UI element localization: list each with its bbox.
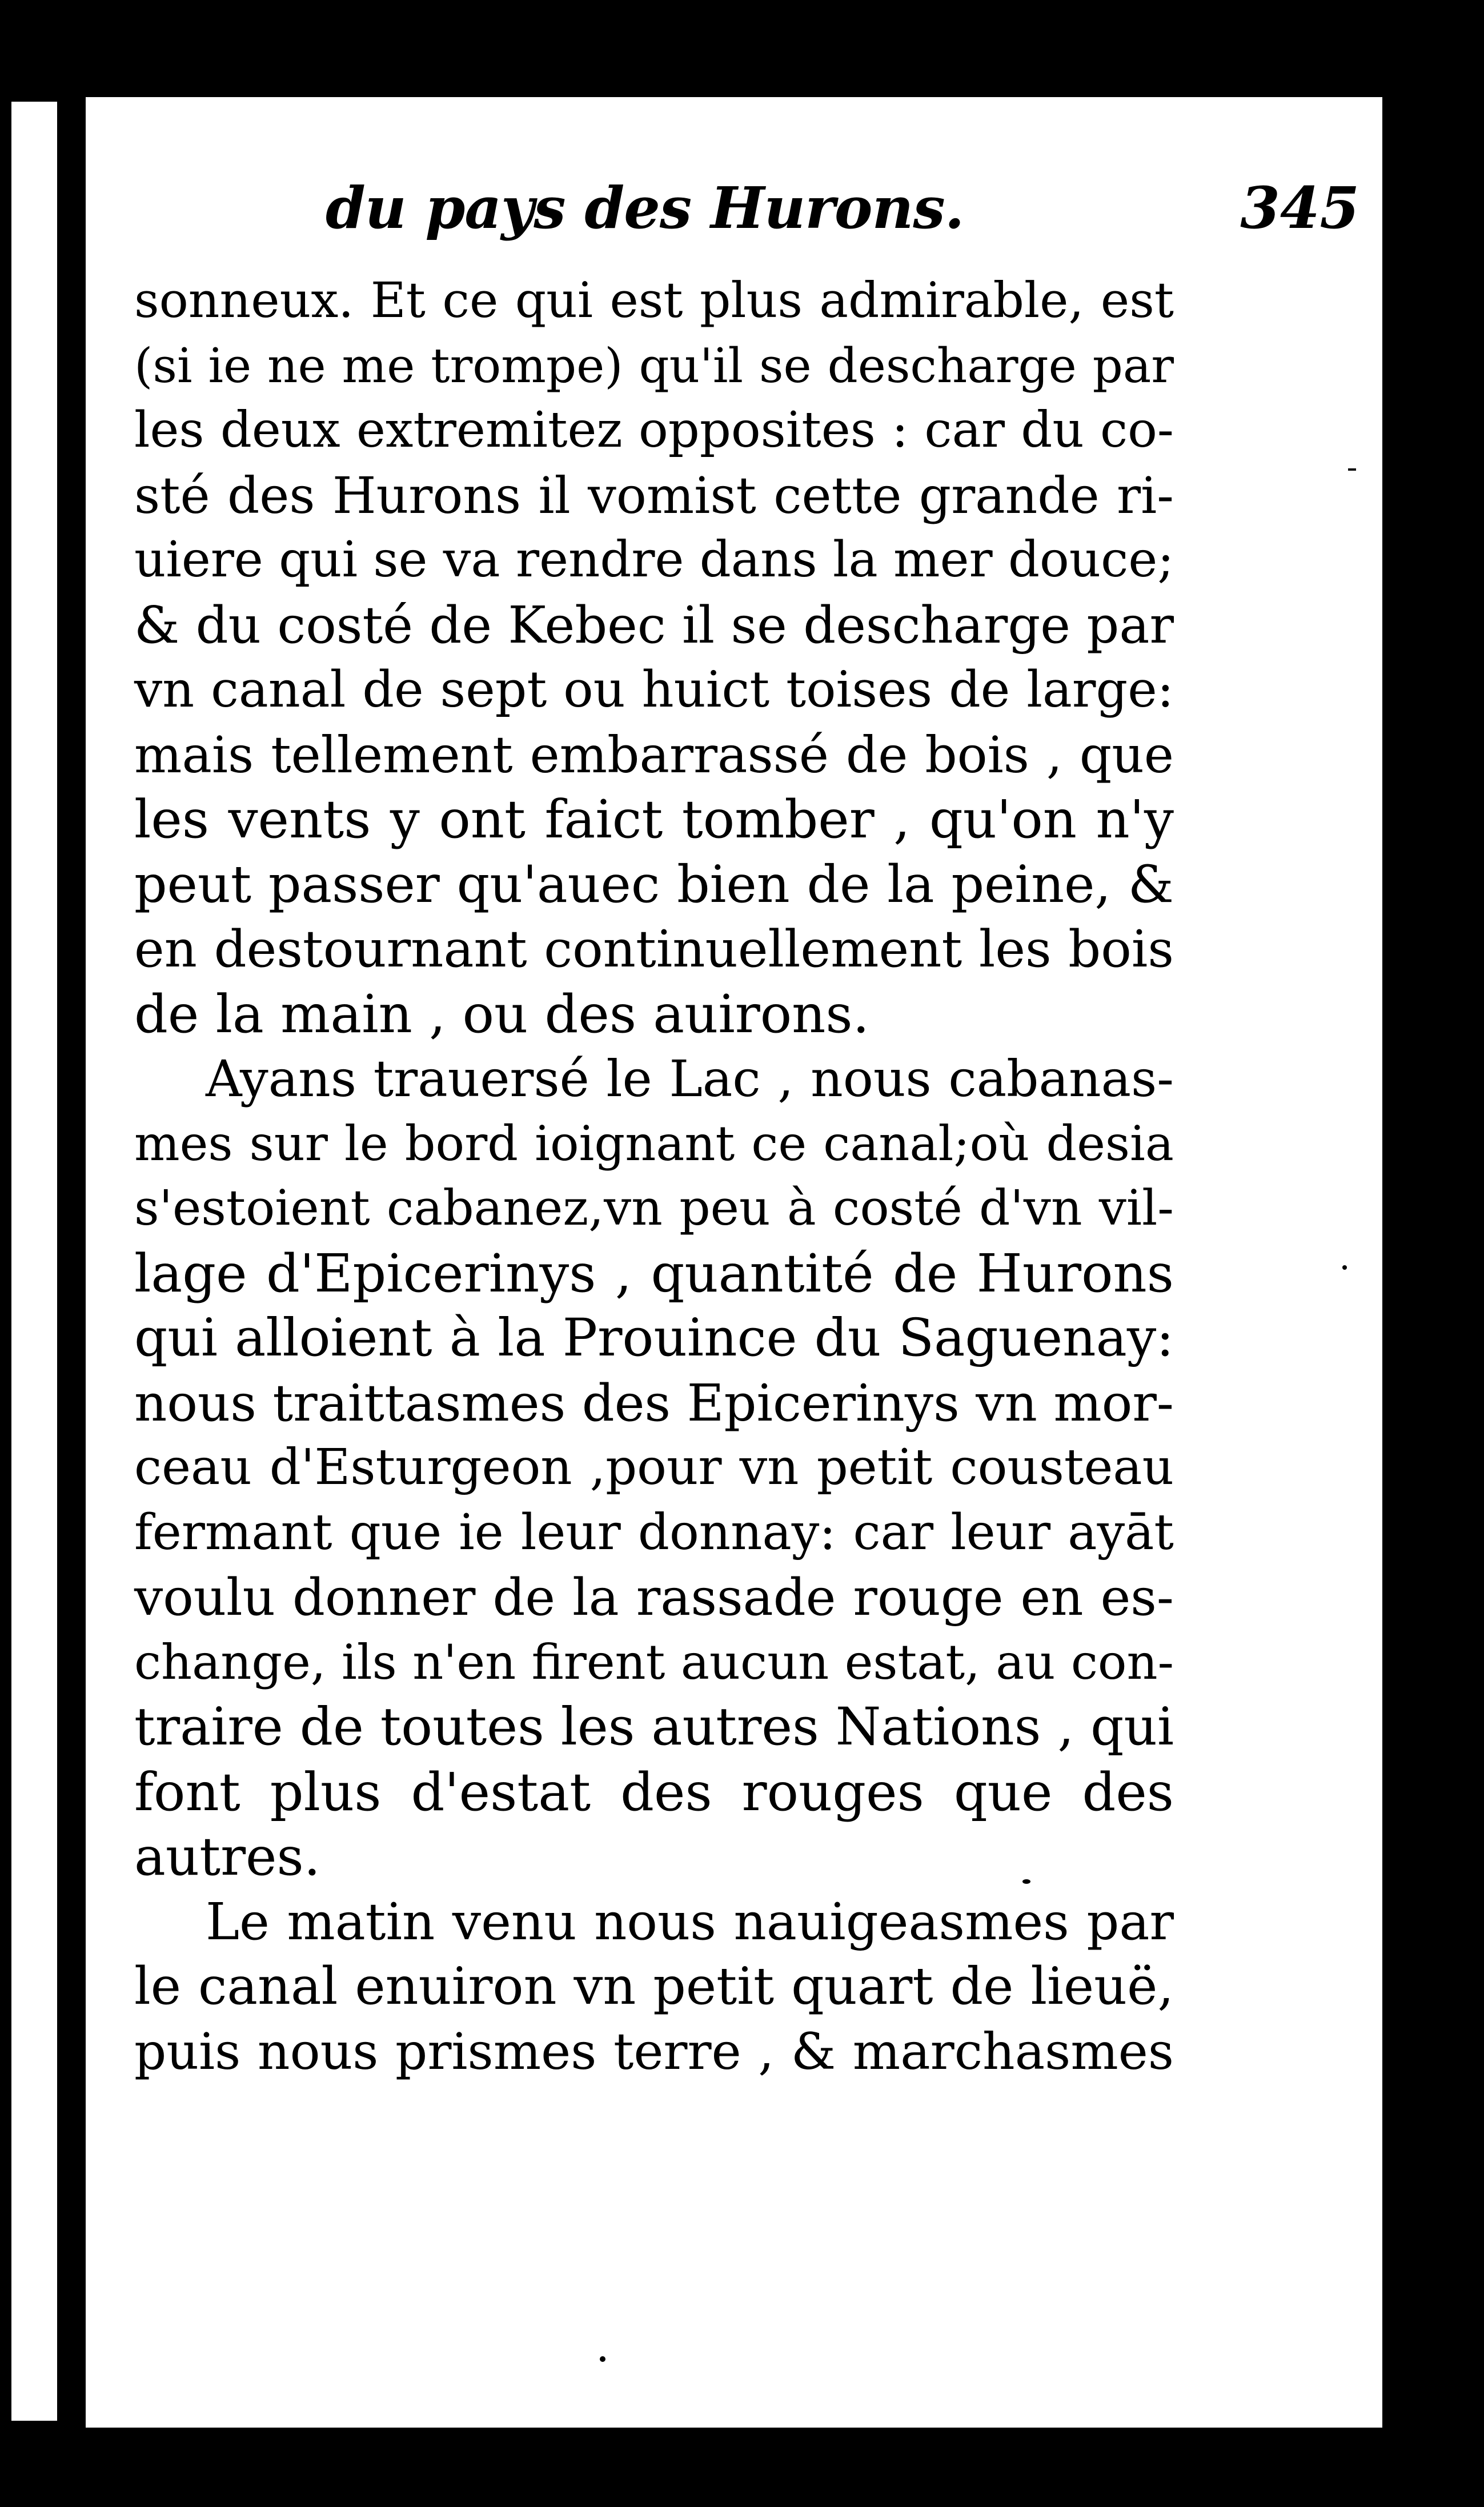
text-line: sonneux. Et ce qui est plus admirable, est [134, 272, 1174, 329]
text-line: s'estoient cabanez,vn peu à costé d'vn vil- [134, 1180, 1174, 1237]
text-line: fermant que ie leur donnay: car leur ayāt [134, 1503, 1174, 1561]
text-line: peut passer qu'auec bien de la peine, & [134, 854, 1174, 914]
text-line: puis nous prismes terre , & marchasmes [134, 2021, 1174, 2081]
text-line: le canal enuiron vn petit quart de lieuë, [134, 1956, 1174, 2016]
ink-speck [600, 2356, 605, 2362]
text-line: vn canal de sept ou huict toises de large: [134, 660, 1174, 719]
text-line: voulu donner de la rassade rouge en es- [134, 1567, 1174, 1627]
book-page [86, 97, 1382, 2428]
running-head: du pays des Hurons. [326, 174, 964, 242]
text-line: en destournant continuellement les bois [134, 919, 1174, 978]
text-line: autres. [134, 1826, 320, 1887]
paragraph-start-line: Ayans trauersé le Lac , nous cabanas- [206, 1049, 1174, 1108]
paragraph-start-line: Le matin venu nous nauigeasmes par [206, 1891, 1174, 1951]
text-line: mais tellement embarrassé de bois , que [134, 725, 1174, 784]
text-line: change, ils n'en firent aucun estat, au con- [134, 1634, 1174, 1690]
text-line: traire de toutes les autres Nations , qui [134, 1697, 1174, 1757]
body-text [134, 268, 1174, 2084]
ink-speck [1022, 1879, 1030, 1884]
text-line: les deux extremitez opposites : car du co- [134, 402, 1174, 459]
text-line: lage d'Epicerinys , quantité de Hurons [134, 1242, 1174, 1304]
text-line: qui alloient à la Prouince du Saguenay: [134, 1308, 1174, 1368]
text-line: & du costé de Kebec il se descharge par [134, 595, 1174, 655]
page-number: 345 [1240, 174, 1359, 242]
text-line: ceau d'Esturgeon ,pour vn petit cousteau [134, 1439, 1174, 1496]
text-line: les vents y ont faict tomber , qu'on n'y [134, 789, 1174, 850]
ink-speck [1342, 1265, 1347, 1270]
text-line: font plus d'estat des rouges que des [134, 1761, 1174, 1823]
text-line: sté des Hurons il vomist cette grande ri- [134, 466, 1174, 525]
text-line: mes sur le bord ioignant ce canal;où desia [134, 1115, 1174, 1172]
text-line: de la main , ou des auirons. [134, 983, 869, 1045]
text-line: uiere qui se va rendre dans la mer douce; [134, 531, 1174, 588]
ink-speck [1348, 468, 1356, 471]
facing-page-edge [11, 102, 57, 2421]
text-line: (si ie ne me trompe) qu'il se descharge par [134, 338, 1174, 394]
text-line: nous traittasmes des Epicerinys vn mor- [134, 1373, 1174, 1433]
